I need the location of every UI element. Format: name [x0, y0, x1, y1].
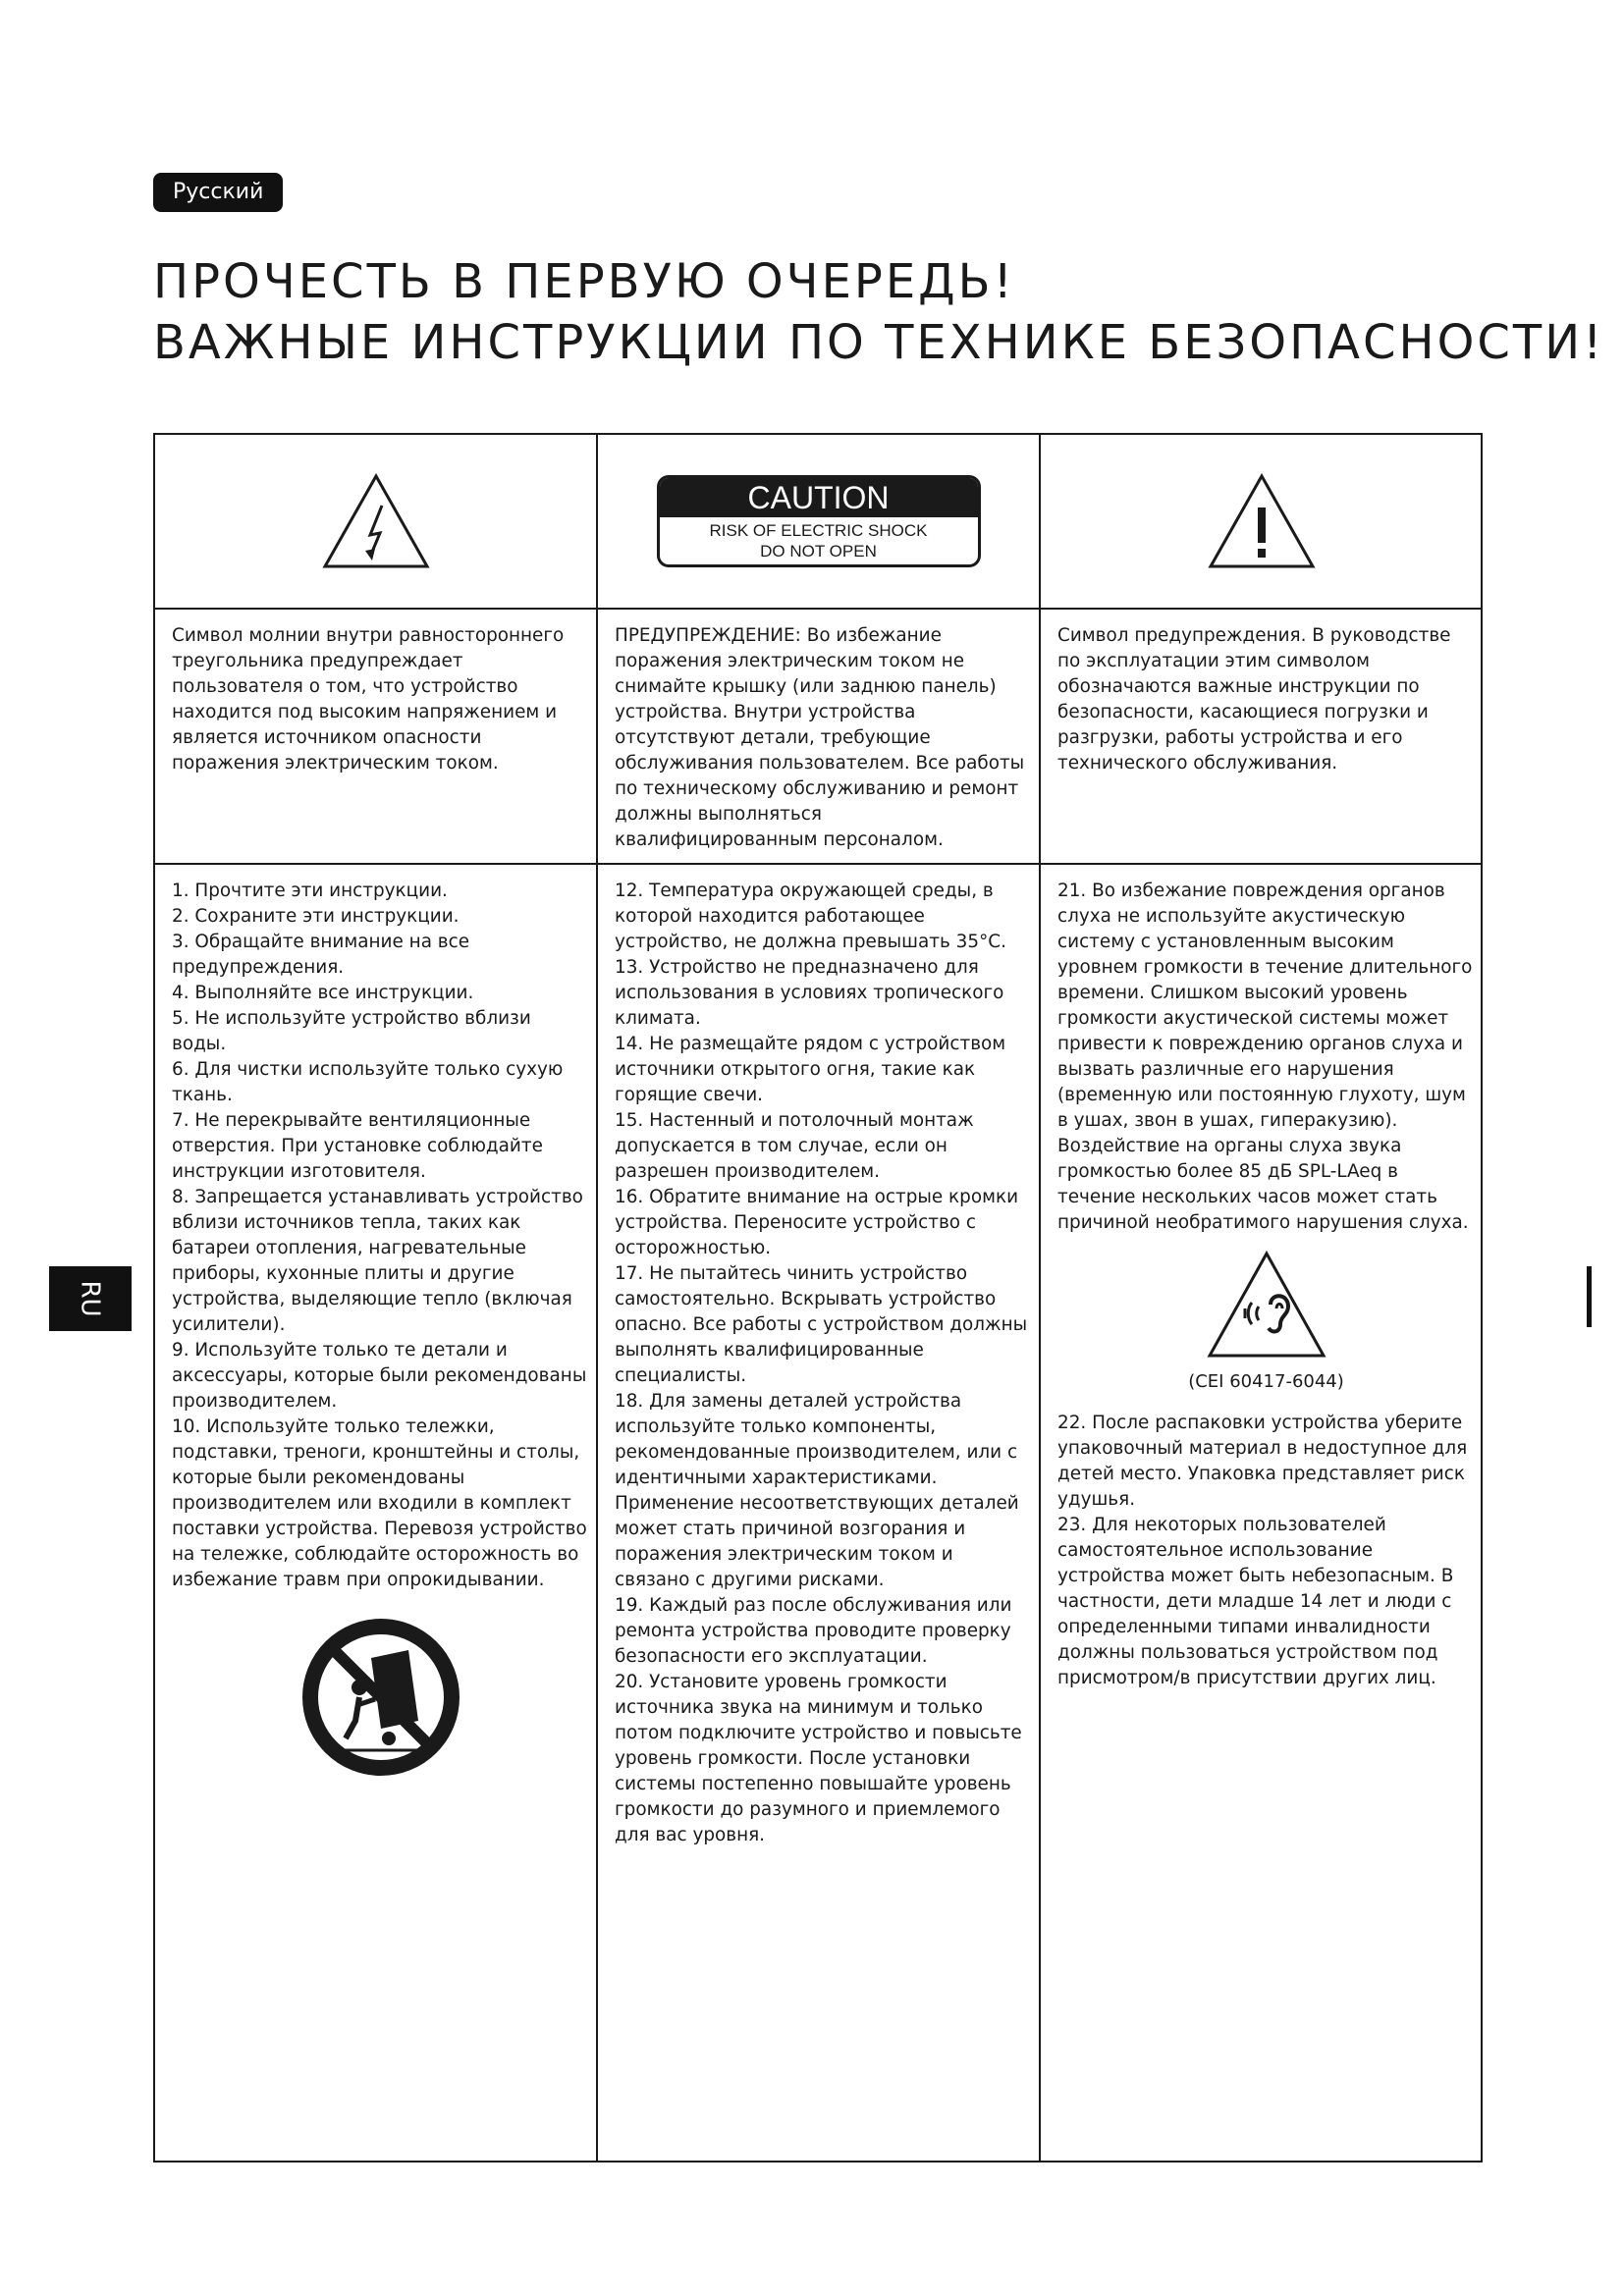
cart-tip-over-icon — [302, 1619, 460, 1776]
instruction-item: 10. Используйте только тележки, подставки, треноги, кронштейны и столы, которые были рекомендованы производителем или входили в комплект поставки устройства. Перевозя устройство на тележке, соблюдайте осторожность во избежание травм при опрокидывании. — [172, 1416, 587, 1590]
caution-line-1: RISK OF ELECTRIC SHOCK — [709, 521, 928, 540]
language-side-tab — [49, 1266, 132, 1331]
cart-warning-symbol — [172, 1619, 589, 1776]
caution-label-cell — [598, 435, 1039, 608]
instructions-column-1 — [172, 879, 589, 1776]
instruction-item: 7. Не перекрывайте вентиляционные отверстия. При установке соблюдайте инструкции изготовителя. — [172, 1110, 543, 1182]
column-divider — [1039, 435, 1041, 2161]
title-line-2: ВАЖНЫЕ ИНСТРУКЦИИ ПО ТЕХНИКЕ БЕЗОПАСНОСТИ! — [153, 315, 1605, 370]
caution-label — [657, 475, 981, 567]
hearing-damage-triangle-icon — [1206, 1250, 1327, 1360]
instruction-item: 16. Обратите внимание на острые кромки устройства. Переносите устройство с осторожностью. — [615, 1187, 1019, 1258]
safety-table — [153, 433, 1483, 2163]
instruction-item: 6. Для чистки используйте только сухую ткань. — [172, 1059, 564, 1105]
instruction-item: 20. Установите уровень громкости источника звука на минимум и только потом подключите устройство и повысьте уровень громкости. После установки системы постепенно повышайте уровень громкости до разумного и приемлемого для вас уровня. — [615, 1672, 1022, 1845]
hearing-symbol-caption: (CEI 60417-6044) — [1188, 1371, 1344, 1392]
instruction-item: 3. Обращайте внимание на все предупреждения. — [172, 932, 470, 978]
instruction-item: 22. После распаковки устройства уберите упаковочный материал в недоступное для детей место. Упаковка представляет риск удушья. — [1057, 1413, 1468, 1510]
instruction-item: 14. Не размещайте рядом с устройством источники открытого огня, такие как горящие свечи. — [615, 1034, 1006, 1105]
side-tab-label: RU — [75, 1280, 105, 1317]
instruction-item: 12. Температура окружающей среды, в которой находится работающее устройство, не должна превышать 35°C. — [615, 881, 1006, 952]
instruction-item: 19. Каждый раз после обслуживания или ремонта устройства проводите проверку безопасности его эксплуатации. — [615, 1595, 1012, 1667]
instruction-item: 9. Используйте только те детали и аксессуары, которые были рекомендованы производителем. — [172, 1340, 587, 1412]
lightning-symbol-description: Символ молнии внутри равностороннего треугольника предупреждает пользователя о том, что устройство находится под высоким напряжением и является источником опасности поражения электрическим током. — [172, 625, 565, 774]
row-divider — [155, 608, 1481, 610]
title-line-1: ПРОЧЕСТЬ В ПЕРВУЮ ОЧЕРЕДЬ! — [153, 254, 1015, 309]
page-edge-mark — [1587, 1266, 1592, 1327]
instruction-item: 4. Выполняйте все инструкции. — [172, 983, 474, 1003]
instruction-item: 17. Не пытайтесь чинить устройство самостоятельно. Вскрывать устройство опасно. Все работы с устройством должны выполнять квалифицированные специалисты. — [615, 1263, 1028, 1386]
instruction-item: 21. Во избежание повреждения органов слуха не используйте акустическую систему с установленным высоким уровнем громкости в течение длительного времени. Слишком высокий уровень громкости акустической системы может привести к повреждению органов слуха и вызвать различные его нарушения (временную или постоянную глухоту, шум в ушах, звон в ушах, гиперакузию). Воздействие на органы слуха звука громкостью более 85 дБ SPL-LAeq в течение нескольких часов может стать причиной необратимого нарушения слуха. — [1057, 881, 1473, 1233]
caution-line-2: DO NOT OPEN — [760, 542, 877, 561]
page-title — [153, 251, 1604, 373]
column-divider — [596, 435, 598, 2161]
instruction-item: 18. Для замены деталей устройства используйте только компоненты, рекомендованные производителем, или с идентичными характеристиками. Применение несоответствующих деталей может стать причиной возгорания и поражения электрическим током и связано с другими рисками. — [615, 1391, 1019, 1590]
row-divider — [155, 863, 1481, 865]
instruction-item: 5. Не используйте устройство вблизи воды. — [172, 1008, 531, 1054]
language-badge: Русский — [153, 173, 283, 212]
instruction-item: 15. Настенный и потолочный монтаж допускается в том случае, если он разрешен производителем. — [615, 1110, 974, 1182]
hearing-warning-symbol — [1057, 1250, 1475, 1360]
exclamation-symbol-cell — [1041, 435, 1483, 608]
warning-triangle-icon — [1207, 472, 1317, 570]
lightning-symbol-cell — [155, 435, 596, 608]
instruction-item: 2. Сохраните эти инструкции. — [172, 906, 460, 927]
instructions-column-3 — [1057, 879, 1475, 1691]
electric-shock-triangle-icon — [321, 472, 431, 570]
instruction-item: 8. Запрещается устанавливать устройство вблизи источников тепла, таких как батареи отопления, нагревательные приборы, кухонные плиты и другие устройства, выделяющие тепло (включая усилители). — [172, 1187, 583, 1335]
caution-title: CAUTION — [660, 478, 978, 517]
instruction-item: 1. Прочтите эти инструкции. — [172, 881, 448, 901]
instruction-item: 23. Для некоторых пользователей самостоятельное использование устройства может быть небезопасным. В частности, дети младше 14 лет и люди с определенными типами инвалидности должны пользоваться устройством под присмотром/в присутствии других лиц. — [1057, 1515, 1454, 1688]
instructions-column-2 — [615, 879, 1032, 1848]
exclamation-symbol-description: Символ предупреждения. В руководстве по эксплуатации этим символом обозначаются важные инструкции по безопасности, касающиеся погрузки и разгрузки, работы устройства и его технического обслуживания. — [1057, 625, 1451, 774]
warning-description: ПРЕДУПРЕЖДЕНИЕ: Во избежание поражения электрическим током не снимайте крышку (или заднюю панель) устройства. Внутри устройства отсутствуют детали, требующие обслуживания пользователем. Все работы по техническому обслуживанию и ремонт должны выполняться квалифицированным персоналом. — [615, 625, 1025, 850]
instruction-item: 13. Устройство не предназначено для использования в условиях тропического климата. — [615, 957, 1004, 1029]
